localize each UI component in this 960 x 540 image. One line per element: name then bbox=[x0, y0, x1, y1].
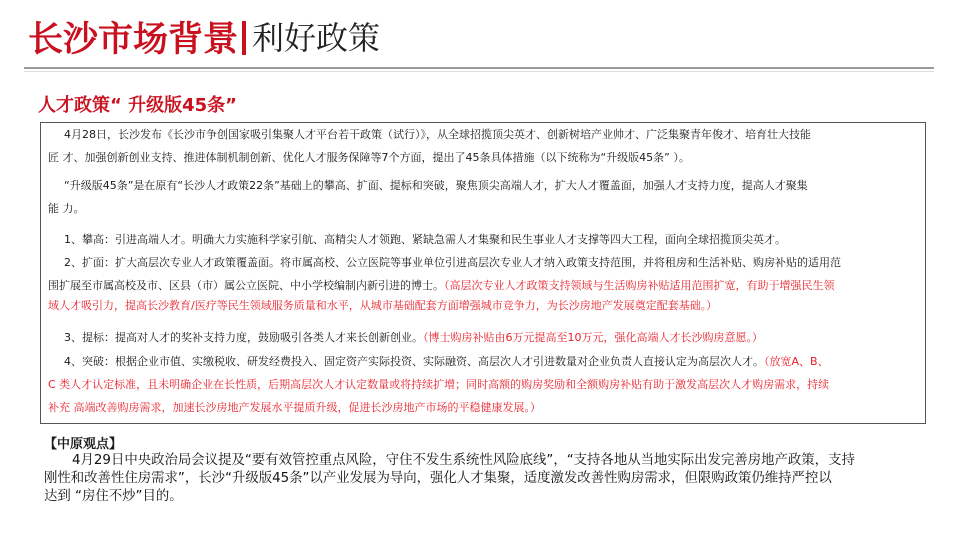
page-title bbox=[28, 14, 380, 64]
policy-p1-line1: 4月28日，长沙发布《长沙市争创国家吸引集聚人才平台若干政策（试行）》，从全球招揽顶尖英才、创新树培产业帅才、广泛集聚青年俊才、培育壮大技能 bbox=[64, 128, 811, 141]
header-rule-shadow bbox=[24, 71, 934, 72]
opinion-line1: 4月29日中央政治局会议提及“要有效管控重点风险，守住不发生系统性风险底线”，“支持各地从当地实际出发完善房地产政策，支持 bbox=[72, 453, 855, 468]
opinion-line2: 刚性和改善性住房需求”，长沙“升级版45条”以产业发展为导向，强化人才集聚，适度激发改善性购房需求，但限购政策仍维持严控以 bbox=[44, 471, 832, 486]
page-title-main: 长沙市场背景 bbox=[28, 20, 239, 60]
policy-item-3-text: 3、提标：提高对人才的奖补支持力度，鼓励吸引各类人才来长创新创业。 bbox=[64, 331, 423, 344]
policy-item-4-line3: 补充 高端改善购房需求，加速长沙房地产发展水平提质升级，促进长沙房地产市场的平稳健康发展。） bbox=[48, 401, 541, 414]
policy-item-3 bbox=[64, 331, 763, 345]
section-title: 人才政策“ 升级版45条” bbox=[38, 95, 237, 116]
policy-item-4-line2: C 类人才认定标准，且未明确企业在长性质，后期高层次人才认定数量或将持续扩增；同时高额的购房奖励和全额购房补贴有助于激发高层次人才购房需求，持续 bbox=[48, 378, 830, 391]
opinion-heading: 【中原观点】 bbox=[44, 437, 123, 452]
policy-p1-line2: 匠 才、加强创新创业支持、推进体制机制创新、优化人才服务保障等7个方面，提出了45条具体措施（以下统称为“升级版45条” ）。 bbox=[48, 151, 690, 164]
policy-p2-line1: “升级版45条”是在原有“长沙人才政策22条”基础上的攀高、扩面、提标和突破，聚焦顶尖高端人才，扩大人才覆盖面，加强人才支持力度，提高人才聚集 bbox=[64, 179, 808, 192]
policy-item-2-comment: （高层次专业人才政策支持领域与生活购房补贴适用范围扩宽，有助于增强民生领 bbox=[444, 279, 835, 292]
title-divider bbox=[242, 21, 246, 55]
header-rule bbox=[24, 67, 934, 69]
policy-item-2-line3: 域人才吸引力，提高长沙教育/医疗等民生领域服务质量和水平，从城市基础配套方面增强城市竞争力，为长沙房地产发展奠定配套基础。） bbox=[48, 299, 718, 312]
policy-item-2-line2 bbox=[48, 279, 835, 293]
policy-item-4-line1 bbox=[64, 355, 829, 369]
policy-item-3-comment: （博士购房补贴由6万元提高至10万元，强化高端人才长沙购房意愿。） bbox=[423, 331, 763, 344]
policy-item-1: 1、攀高：引进高端人才。明确大力实施科学家引航、高精尖人才领跑、紧缺急需人才集聚和民生事业人才支撑等四大工程，面向全球招揽顶尖英才。 bbox=[64, 233, 786, 246]
policy-p2-line2: 能 力。 bbox=[48, 202, 85, 215]
policy-item-2-text: 围扩展至市属高校及市、区县（市）属公立医院、中小学校编制内新引进的博士。 bbox=[48, 279, 444, 292]
policy-item-2-line1: 2、扩面：扩大高层次专业人才政策覆盖面。将市属高校、公立医院等事业单位引进高层次专业人才纳入政策支持范围，并将租房和生活补贴、购房补贴的适用范 bbox=[64, 256, 841, 269]
page-title-sub: 利好政策 bbox=[252, 19, 381, 57]
policy-item-4-comment: （放宽A、B、 bbox=[764, 355, 829, 368]
opinion-line3: 达到 “房住不炒”目的。 bbox=[44, 489, 183, 504]
policy-item-4-text: 4、突破：根据企业市值、实缴税收、研发经费投入、固定资产实际投资、实际融资、高层次人才引进数量对企业负责人直接认定为高层次人才。 bbox=[64, 355, 764, 368]
